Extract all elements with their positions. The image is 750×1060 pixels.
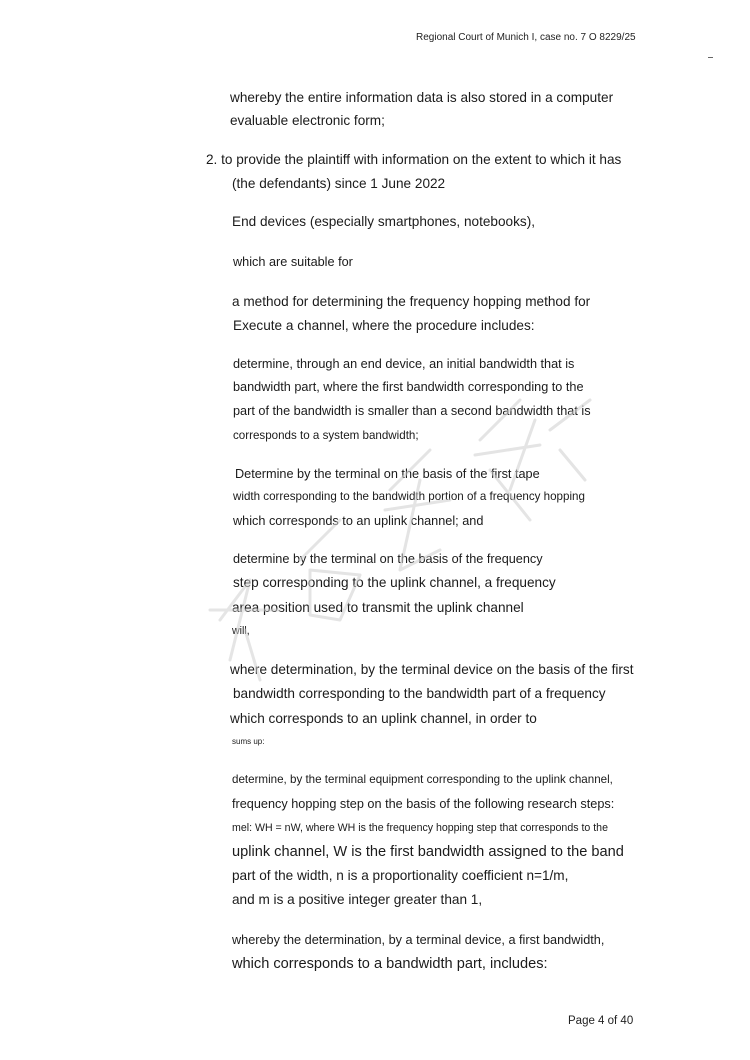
text-line: (the defendants) since 1 June 2022 [232,176,446,191]
text-line: bandwidth part, where the first bandwidth corresponding to the [233,380,584,394]
text-line: evaluable electronic form; [230,113,385,128]
text-line: bandwidth corresponding to the bandwidth part of a frequency [233,686,606,701]
text-line: and m is a positive integer greater than 1, [232,892,483,907]
text-line: where determination, by the terminal device on the basis of the first [230,662,634,677]
text-line: width corresponding to the bandwidth portion of a frequency hopping [233,490,585,503]
scan-mark [708,57,713,58]
text-line: End devices (especially smartphones, notebooks), [232,214,535,229]
text-line: determine by the terminal on the basis of the frequency [233,552,543,566]
text-line: sums up: [232,737,265,746]
text-line: corresponds to a system bandwidth; [233,429,419,442]
text-line: which corresponds to a bandwidth part, includes: [232,956,548,972]
text-line: which corresponds to an uplink channel, in order to [230,711,537,726]
text-line: Execute a channel, where the procedure includes: [233,318,535,333]
page-number: Page 4 of 40 [568,1015,634,1027]
text-line: a method for determining the frequency hopping method for [232,294,591,309]
text-line: 2. to provide the plaintiff with information on the extent to which it has [206,152,622,167]
text-line: step corresponding to the uplink channel, a frequency [233,575,556,590]
text-line: determine, by the terminal equipment corresponding to the uplink channel, [232,773,613,786]
text-line: will, [232,625,250,637]
text-line: frequency hopping step on the basis of the following research steps: [232,797,615,811]
text-line: area position used to transmit the uplink channel [232,600,524,615]
text-line: which are suitable for [233,255,353,269]
text-line: determine, through an end device, an initial bandwidth that is [233,357,575,371]
text-line: uplink channel, W is the first bandwidth assigned to the band [232,844,624,860]
text-line: whereby the determination, by a terminal device, a first bandwidth, [232,933,605,947]
case-reference-header: Regional Court of Munich I, case no. 7 O 8229/25 [416,32,636,43]
text-line: Determine by the terminal on the basis of the first tape [235,467,540,481]
text-line: part of the bandwidth is smaller than a second bandwidth that is [233,404,591,418]
text-line: whereby the entire information data is also stored in a computer [230,90,614,105]
text-line: which corresponds to an uplink channel; and [233,514,484,528]
text-line: mel: WH = nW, where WH is the frequency hopping step that corresponds to the [232,822,608,834]
text-line: part of the width, n is a proportionality coefficient n=1/m, [232,868,569,883]
